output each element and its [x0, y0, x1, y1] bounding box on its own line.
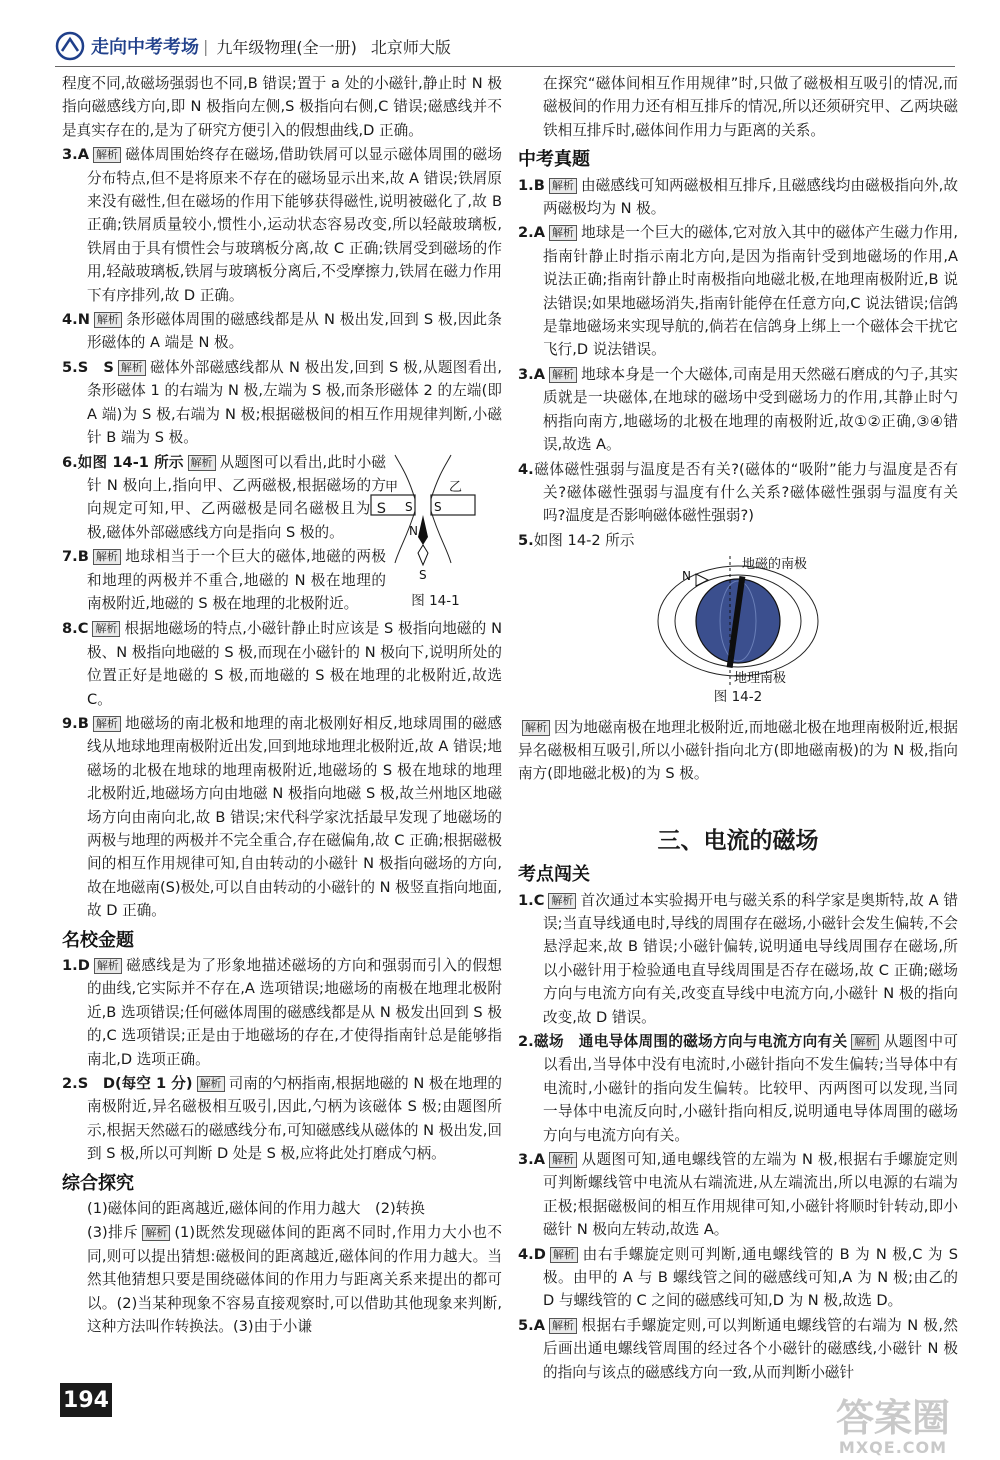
answer-item: 7.B 解析 地球相当于一个巨大的磁体,地磁的两极和地理的两极并不重合,地磁的 N 极在地理的南极附近,地磁的 S 极在地理的北极附近。	[62, 548, 386, 612]
answer-paragraph: (1)磁体间的距离越近,磁体间的作用力越大 (2)转换	[87, 1200, 425, 1218]
answer-item: 1.B 解析 由磁感线可知两磁极相互排斥,且磁感线均由磁极指向外,故两磁极均为 N 极。	[518, 176, 958, 218]
header-separator: |	[203, 36, 209, 56]
right-column	[518, 72, 958, 1385]
answer-item: 4.磁体磁性强弱与温度是否有关?(磁体的“吸附”能力与温度是否有关?磁体磁性强弱与温度有什么关系?磁体磁性强弱与温度有关吗?温度是否影响磁体磁性强弱?)	[518, 460, 958, 525]
svg-text:S: S	[419, 567, 427, 582]
answer-item: 8.C 解析 根据地磁场的特点,小磁针静止时应该是 S 极指向地磁的 N 极、N 极指向地磁的 S 极,而现在小磁针的 N 极向下,说明所处的位置正好是地磁的 S 极,而地磁的 S 极在地理的北极附近,故选 C。	[62, 620, 502, 708]
answer-item: 2.S D(每空 1 分) 解析 司南的勺柄指南,根据地磁的 N 极在地理的南极附近,异名磁极相互吸引,因此,勺柄为该磁体 S 极;由题图所示,根据天然磁石的磁感线分布,可知磁感线从磁体的 N 极出发,回到 S 极,所以可判断 D 处是 S 极,应将此处打磨成勺柄。	[62, 1075, 502, 1163]
left-column	[62, 72, 502, 1340]
answer-paragraph: 在探究“磁体间相互作用规律”时,只做了磁极相互吸引的情况,而磁极间的作用力还有相互排斥的情况,所以还须研究甲、乙两块磁铁相互排斥时,磁体间作用力与距离的关系。	[543, 75, 958, 139]
answer-item: 5.如图 14-2 所示	[518, 531, 635, 549]
answer-paragraph: 解析 因为地磁南极在地理北极附近,而地磁北极在地理南极附近,根据异名磁极相互吸引,所以小磁针指向北方(即地磁南极)的为 N 极,指向南方(即地磁北极)的为 S 极。	[518, 718, 958, 783]
section-heading: 中考真题	[518, 149, 590, 171]
answer-item: 3.A 解析 从题图可知,通电螺线管的左端为 N 极,根据右手螺旋定则可判断螺线管中电流从右端流进,从左端流出,所以电源的右端为正极;根据磁极间的相互作用规律可知,小磁针将顺时针转动,即小磁针 N 极向左转动,故选 A。	[518, 1151, 958, 1239]
page-number: 194	[60, 1383, 112, 1417]
answer-item: 2.磁场 通电导体周围的磁场方向与电流方向有关 解析 从题图中可以看出,当导体中没有电流时,小磁针指向不发生偏转;当导体中有电流时,小磁针的指向发生偏转。比较甲、丙两图可以发现,当同一导体中电流反向时,小磁针指向相反,说明通电导体周围的磁场方向与电流方向有关。	[518, 1033, 958, 1144]
answer-item: 9.B 解析 地磁场的南北极和地理的南北极刚好相反,地球周围的磁感线从地球地理南极附近出发,回到地球地理北极附近,故 A 错误;地磁场的北极在地球的地理南极附近,地磁场的 S 极在地球的地理北极附近,地磁场方向由地磁 N 极指向地磁 S 极,故兰州地区地磁场方向由南向北,故 B 错误;宋代科学家沈括最早发现了地磁场的两极与地理的两极并不完全重合,存在磁偏角,故 C 正确;根据磁极间的相互作用规律可知,自由转动的小磁针 N 极指向磁场的方向,故在地磁南(S)极处,可以自由转动的小磁针的 N 极竖直指向地面,故 D 正确。	[62, 714, 502, 920]
answer-item: 2.A 解析 地球是一个巨大的磁体,它对放入其中的磁体产生磁力作用,指南针静止时指示南北方向,是因为指南针受到地磁场的作用,A 说法正确;指南针静止时南极指向地磁北极,在地理南极附近,B 说法错误;如果地磁场消失,指南针能停在任意方向,C 说法错误;信鸽是靠地磁场来实现导航的,倘若在信鸽身上绑上一个磁体会干扰它飞行,D 说法错误。	[518, 224, 958, 359]
figure-caption: 图 14-1	[411, 592, 460, 609]
watermark-url: MXQE.COM	[838, 1438, 948, 1457]
figure-14-1	[385, 453, 502, 614]
watermark-logo-text: 答案圈	[835, 1395, 950, 1440]
answer-item: 4.N 解析 条形磁体周围的磁感线都是从 N 极出发,回到 S 极,因此条形磁体的 A 端是 N 极。	[62, 311, 502, 352]
section-heading: 综合探究	[62, 1172, 134, 1194]
page-header	[55, 26, 955, 67]
answer-paragraph: 程度不同,故磁场强弱也不同,B 错误;置于 a 处的小磁针,静止时 N 极指向磁感线方向,即 N 极指向左侧,S 极指向右侧,C 错误;磁感线并不是真实存在的,是为了研究方便引入的假想曲线,D 正确。	[62, 75, 502, 139]
header-publisher: 北京师大版	[370, 37, 451, 57]
header-brand: 走向中考考场	[91, 37, 199, 58]
section-heading: 考点闯关	[518, 864, 590, 886]
chapter-title: 三、电流的磁场	[657, 827, 819, 854]
svg-text:S: S	[434, 499, 442, 514]
svg-text:N: N	[682, 569, 691, 584]
answer-item: 4.D 解析 由右手螺旋定则可判断,通电螺线管的 B 为 N 极,C 为 S 极。由甲的 A 与 B 螺线管之间的磁感线可知,A 为 N 极;由乙的 D 与螺线管的 C 之间的磁感线可知,D 为 N 极,故选 D。	[518, 1245, 958, 1310]
watermark	[808, 1395, 978, 1457]
svg-text:甲: 甲	[385, 479, 399, 495]
answer-item: 5.S S 解析 磁体外部磁感线都从 N 极出发,回到 S 极,从题图看出,条形磁体 1 的右端为 N 极,左端为 S 极,而条形磁体 2 的左端(即 A 端)为 S 极,右端为 N 极;根据磁极间的相互作用规律判断,小磁针 B 端为 S 极。	[62, 358, 502, 447]
svg-text:N: N	[409, 523, 418, 538]
section-heading: 名校金题	[62, 929, 134, 951]
answer-item: 3.A 解析 磁体周围始终存在磁场,借助铁屑可以显示磁体周围的磁场分布特点,但不是将原来不存在的磁场显示出来,故 A 错误;铁屑原来没有磁性,但在磁场的作用下能够获得磁性,说明被磁化了,故 B 正确;铁屑质量较小,惯性小,运动状态容易改变,所以轻敲玻璃板,铁屑由于具有惯性会与玻璃板分离,故 C 正确;铁屑受到磁场的作用,轻敲玻璃板,铁屑与玻璃板分离后,不受摩擦力,铁屑在磁力作用下有序排列,故 D 正确。	[62, 146, 502, 304]
answer-item: 甲 乙 S S N S 图 14-1 6.如图 14-1 所示 解析 从题图可以看出,此时小磁针 N 极向上,指向甲、乙两磁极,根据磁场的方向规定可知,甲、乙两磁极是同名磁极且为 S 极,磁体外部磁感线方向是指向 S 极的。	[62, 451, 502, 545]
header-subtitle: 九年级物理(全一册)	[216, 37, 357, 57]
book-logo-icon	[55, 31, 85, 61]
figure-caption: 图 14-2	[713, 689, 763, 706]
svg-text:乙: 乙	[449, 479, 463, 495]
svg-text:S: S	[405, 499, 413, 514]
answer-item: 3.A 解析 地球本身是一个大磁体,司南是用天然磁石磨成的勺子,其实质就是一块磁体,在地球的磁场中受到磁场力的作用,其静止时勺柄指向南方,地磁场的北极在地理的南极附近,故①②正确,③④错误,故选 A。	[518, 365, 958, 454]
answer-item: 1.C 解析 首次通过本实验揭开电与磁关系的科学家是奥斯特,故 A 错误;当直导线通电时,导线的周围存在磁场,小磁针会发生偏转,不会悬浮起来,故 B 错误;小磁针偏转,说明通电导线周围存在磁场,所以小磁针用于检验通电直导线周围是否存在磁场,故 C 正确;磁场方向与电流方向有关,改变直导线中电流方向,小磁针 N 极的指向改变,故 D 错误。	[518, 891, 958, 1026]
figure-14-2-earth-magnetic-field	[618, 556, 858, 686]
answer-item: 1.D 解析 磁感线是为了形象地描述磁场的方向和强弱而引入的假想的曲线,它实际并不存在,A 选项错误;地磁场的南极在地理北极附近,B 选项错误;任何磁体周围的磁感线都是从 N 极发出回到 S 极的,C 选项错误;正是由于地磁场的存在,才使得指南针总是能够指南北,D 选项正确。	[62, 957, 502, 1068]
svg-text:地理南极: 地理南极	[734, 671, 787, 687]
answer-item: 5.A 解析 根据右手螺旋定则,可以判断通电螺线管的右端为 N 极,然后画出通电螺线管周围的经过各个小磁针的磁感线,小磁针 N 极的指向与该点的磁感线方向一致,从而判断小磁针	[518, 1316, 958, 1381]
answer-paragraph: (3)排斥 解析 (1)既然发现磁体间的距离不同时,作用力大小也不同,则可以提出猜想:磁极间的距离越近,磁体间的作用力越大。当然其他猜想只要是围绕磁体间的作用力与距离关系来提出的都可以。(2)当某种现象不容易直接观察时,可以借助其他现象来判断,这种方法叫作转换法。(3)由于小谦	[87, 1224, 502, 1336]
svg-text:地磁的南极: 地磁的南极	[742, 557, 808, 573]
